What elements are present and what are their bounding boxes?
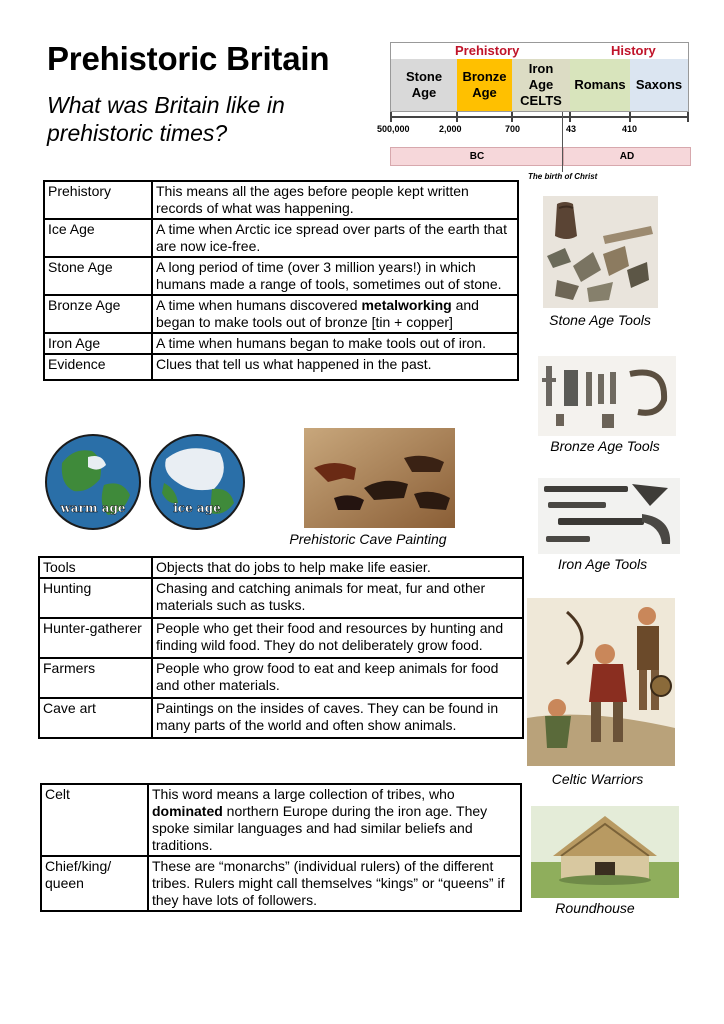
caption-roundhouse: Roundhouse xyxy=(555,900,635,916)
definition-cell: People who get their food and resources by hunting and finding wild food. They do not deliberately grow food. xyxy=(152,618,523,658)
ice-age-label: ice age xyxy=(173,501,221,515)
celtic-warriors-image xyxy=(527,598,675,766)
table-row xyxy=(44,219,518,257)
timeline-christ-line xyxy=(562,112,563,172)
caption-bronze-age-tools: Bronze Age Tools xyxy=(550,438,660,454)
caption-cave-painting: Prehistoric Cave Painting xyxy=(289,531,447,547)
glossary-table-celts xyxy=(40,783,522,912)
definition-cell: Paintings on the insides of caves. They can be found in many parts of the world and often show animals. xyxy=(152,698,523,738)
timeline-tick xyxy=(569,112,571,122)
timeline-period-bronze: Bronze Age xyxy=(457,59,512,111)
definition-cell: A time when humans began to make tools out of iron. xyxy=(152,333,518,354)
table-row xyxy=(39,578,523,618)
term-cell: Iron Age xyxy=(44,333,152,354)
term-cell: Hunter-gatherer xyxy=(39,618,152,658)
term-cell: Hunting xyxy=(39,578,152,618)
table-row xyxy=(41,784,521,856)
table-row xyxy=(41,856,521,911)
definition-cell: A time when humans discovered metalworking and began to make tools out of bronze [tin + copper] xyxy=(152,295,518,333)
timeline-marker: 410 xyxy=(622,124,638,134)
page-title: Prehistoric Britain xyxy=(47,40,330,77)
term-cell: Prehistory xyxy=(44,181,152,219)
cave-painting-image xyxy=(304,428,455,528)
glossary-table-lifestyle xyxy=(38,556,524,739)
term-cell: Cave art xyxy=(39,698,152,738)
timeline-tick xyxy=(511,112,513,122)
table-row xyxy=(44,257,518,295)
timeline-note: The birth of Christ xyxy=(528,172,598,181)
bold-keyword: metalworking xyxy=(361,297,452,313)
definition-cell: A long period of time (over 3 million years!) in which humans made a range of tools, sometimes out of stone. xyxy=(152,257,518,295)
term-cell: Stone Age xyxy=(44,257,152,295)
definition-cell: This means all the ages before people kept written records of what was happening. xyxy=(152,181,518,219)
term-cell: Evidence xyxy=(44,354,152,380)
timeline-era-ad: AD xyxy=(563,147,691,166)
term-cell: Farmers xyxy=(39,658,152,698)
timeline-header-prehistory: Prehistory xyxy=(455,43,520,58)
term-cell: Tools xyxy=(39,557,152,578)
table-row xyxy=(39,698,523,738)
timeline-tick xyxy=(629,112,631,122)
ice-age-globe-image xyxy=(148,433,246,531)
definition-cell: People who grow food to eat and keep animals for food and other materials. xyxy=(152,658,523,698)
glossary-table-ages xyxy=(43,180,519,381)
definition-cell: A time when Arctic ice spread over parts of the earth that are now ice-free. xyxy=(152,219,518,257)
timeline-axis xyxy=(390,116,689,118)
definition-cell: Clues that tell us what happened in the past. xyxy=(152,354,518,380)
roundhouse-image xyxy=(531,806,679,898)
table-row xyxy=(44,295,518,333)
stone-age-tools-image xyxy=(543,196,658,308)
timeline-box xyxy=(390,42,689,112)
definition-cell: Objects that do jobs to help make life easier. xyxy=(152,557,523,578)
definition-cell: These are “monarchs” (individual rulers) of the different tribes. Rulers might call themselves “kings” or “queens” if they have lots of followers. xyxy=(148,856,521,911)
table-row xyxy=(39,658,523,698)
definition-cell: Chasing and catching animals for meat, fur and other materials such as tusks. xyxy=(152,578,523,618)
timeline-tick xyxy=(687,112,689,122)
timeline-period-romans: Romans xyxy=(570,59,630,111)
table-row xyxy=(39,557,523,578)
term-cell: Bronze Age xyxy=(44,295,152,333)
timeline-header-history: History xyxy=(611,43,656,58)
timeline-marker: 500,000 xyxy=(377,124,410,134)
table-row xyxy=(44,354,518,380)
timeline-era-bc: BC xyxy=(390,147,564,166)
timeline-period-saxons: Saxons xyxy=(630,59,688,111)
warm-age-label: warm age xyxy=(60,501,126,515)
warm-age-globe-image xyxy=(44,433,142,531)
definition-cell: This word means a large collection of tribes, who dominated northern Europe during the iron age. They spoke similar languages and had similar beliefs and traditions. xyxy=(148,784,521,856)
timeline-tick xyxy=(456,112,458,122)
timeline-period-stone: Stone Age xyxy=(391,59,457,111)
caption-stone-age-tools: Stone Age Tools xyxy=(549,312,651,328)
table-row xyxy=(44,333,518,354)
term-cell: Ice Age xyxy=(44,219,152,257)
timeline-marker: 43 xyxy=(566,124,577,134)
bronze-age-tools-image xyxy=(538,356,676,436)
caption-iron-age-tools: Iron Age Tools xyxy=(557,556,648,572)
table-row xyxy=(39,618,523,658)
page-subtitle: What was Britain like in prehistoric times? xyxy=(47,92,285,146)
iron-age-tools-image xyxy=(538,478,680,554)
table-row xyxy=(44,181,518,219)
timeline-period-iron: Iron Age CELTS xyxy=(512,59,570,111)
term-cell: Celt xyxy=(41,784,148,856)
timeline-tick xyxy=(390,112,392,122)
caption-celtic-warriors: Celtic Warriors xyxy=(551,771,644,787)
timeline-marker: 2,000 xyxy=(439,124,462,134)
bold-keyword: dominated xyxy=(152,803,223,819)
term-cell: Chief/king/ queen xyxy=(41,856,148,911)
timeline-celts-label: CELTS xyxy=(520,93,562,108)
timeline-marker: 700 xyxy=(505,124,521,134)
